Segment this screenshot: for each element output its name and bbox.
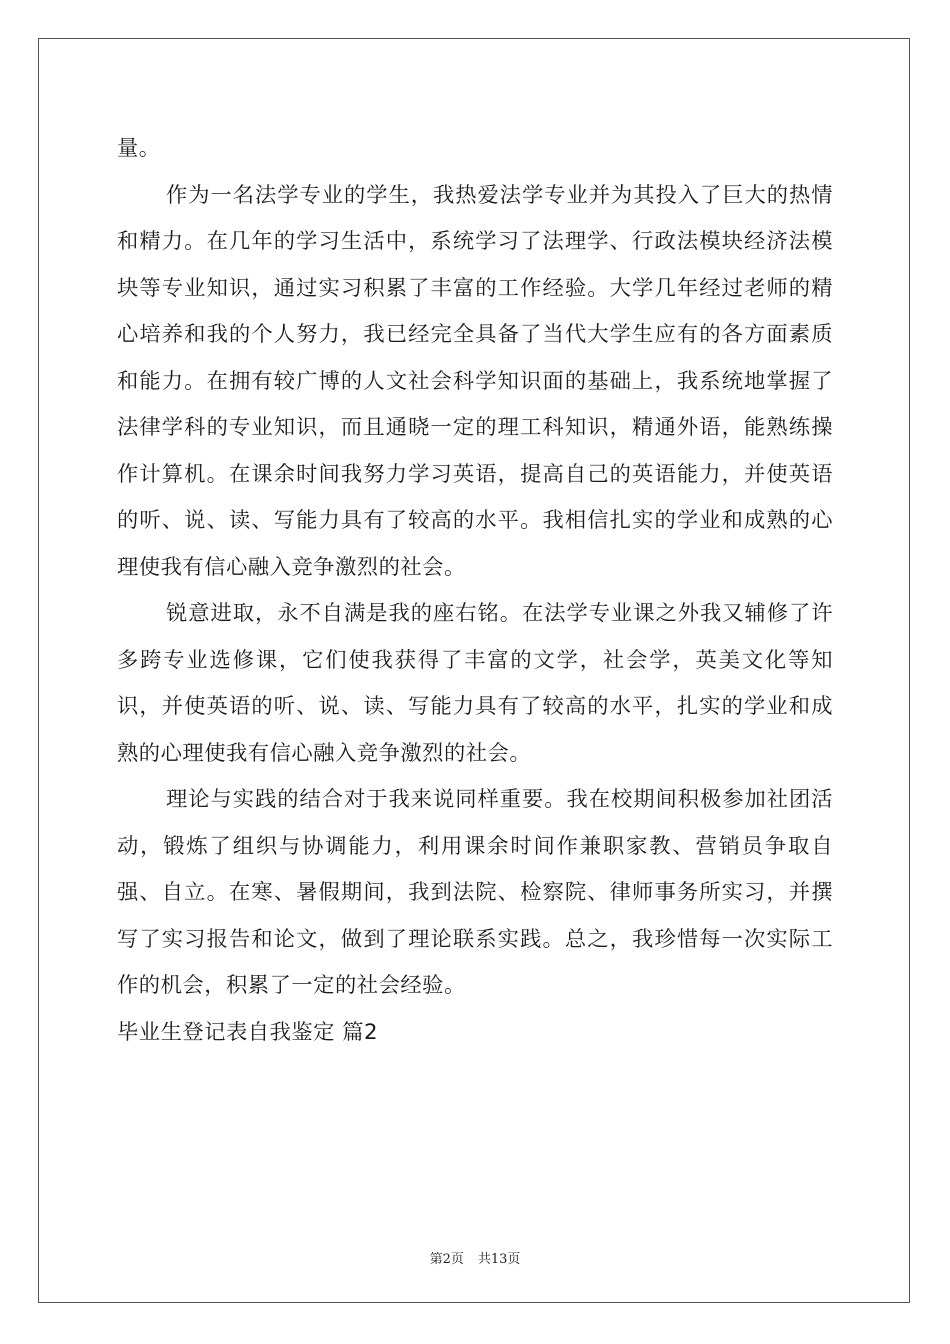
page-footer (0, 1248, 950, 1267)
section-heading: 毕业生登记表自我鉴定 篇2 (117, 1019, 379, 1045)
paragraph-motto: 锐意进取，永不自满是我的座右铭。在法学专业课之外我又辅修了许多跨专业选修课，它们使我获得了丰富的文学，社会学，英美文化等知识，并使英语的听、说、读、写能力具有了较高的水平，扎实的学业和成熟的心理使我有信心融入竞争激烈的社会。 (117, 601, 833, 766)
total-pages: 共13页 (477, 1252, 521, 1267)
paragraph-law-study: 作为一名法学专业的学生，我热爱法学专业并为其投入了巨大的热情和精力。在几年的学习生活中，系统学习了法理学、行政法模块经济法模块等专业知识，通过实习积累了丰富的工作经验。大学几年经过老师的精心培养和我的个人努力，我已经完全具备了当代大学生应有的各方面素质和能力。在拥有较广博的人文社会科学知识面的基础上，我系统地掌握了法律学科的专业知识，而且通晓一定的理工科知识，精通外语，能熟练操作计算机。在课余时间我努力学习英语，提高自己的英语能力，并使英语的听、说、读、写能力具有了较高的水平。我相信扎实的学业和成熟的心理使我有信心融入竞争激烈的社会。 (117, 182, 833, 580)
page-number: 第2页 (429, 1252, 464, 1267)
document-body (117, 126, 833, 1056)
paragraph-continuation: 量。 (117, 136, 161, 161)
paragraph-practice: 理论与实践的结合对于我来说同样重要。我在校期间积极参加社团活动，锻炼了组织与协调能力，利用课余时间作兼职家教、营销员争取自强、自立。在寒、暑假期间，我到法院、检察院、律师事务所实习，并撰写了实习报告和论文，做到了理论联系实践。总之，我珍惜每一次实际工作的机会，积累了一定的社会经验。 (117, 787, 833, 998)
